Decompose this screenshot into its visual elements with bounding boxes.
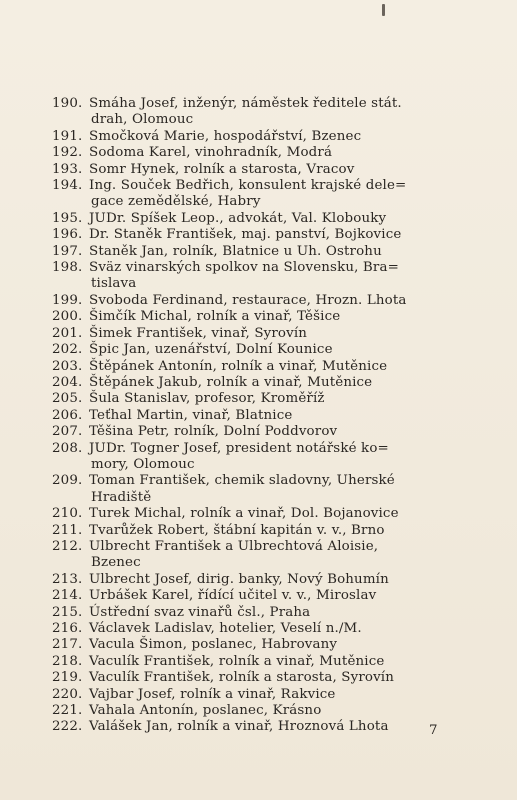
list-item xyxy=(52,162,447,178)
list-item xyxy=(52,654,447,670)
entry-number: 205. xyxy=(52,391,83,407)
list-item xyxy=(52,145,447,161)
entry-text xyxy=(89,424,447,440)
entry-text xyxy=(89,621,447,637)
entry-line: JUDr. Togner Josef, president notářské ko= xyxy=(89,440,389,456)
list-item xyxy=(52,309,447,325)
entry-text xyxy=(89,359,447,375)
list-item xyxy=(52,523,447,539)
entry-number: 209. xyxy=(52,473,83,489)
entry-line: Staněk Jan, rolník, Blatnice u Uh. Ostrohu xyxy=(89,243,382,259)
list-item xyxy=(52,703,447,719)
entry-number: 213. xyxy=(52,571,83,587)
list-item xyxy=(52,621,447,637)
entry-line: Smočková Marie, hospodářství, Bzenec xyxy=(89,128,362,144)
entry-line: Václavek Ladislav, hotelier, Veselí n./M. xyxy=(89,621,362,636)
entry-number: 194. xyxy=(52,178,83,194)
entry-line: Teťhal Martin, vinař, Blatnice xyxy=(89,407,293,423)
list-item xyxy=(52,359,447,375)
entry-line: Dr. Staněk František, maj. panství, Bojkovice xyxy=(89,227,402,243)
print-mark xyxy=(382,4,385,16)
list-item xyxy=(52,506,447,522)
entry-line: Štěpánek Jakub, rolník a vinař, Mutěnice xyxy=(89,374,373,390)
entry-line: Vajbar Josef, rolník a vinař, Rakvice xyxy=(89,686,336,702)
entry-text xyxy=(89,588,447,604)
entry-text xyxy=(89,391,447,407)
list-item xyxy=(52,424,447,440)
entry-line: Šimek František, vinař, Syrovín xyxy=(89,325,308,341)
entry-number: 196. xyxy=(52,227,83,243)
entry-line: Smáha Josef, inženýr, náměstek ředitele stát. xyxy=(89,96,402,111)
entry-line: Urbášek Karel, řídící učitel v. v., Miroslav xyxy=(89,588,377,604)
list-item xyxy=(52,605,447,621)
entry-number: 208. xyxy=(52,440,83,456)
entry-line: Toman František, chemik sladovny, Uherské xyxy=(89,473,395,489)
entry-number: 195. xyxy=(52,210,83,226)
entry-text xyxy=(89,178,447,211)
entry-text xyxy=(89,129,447,145)
entry-text xyxy=(89,375,447,391)
list-item xyxy=(52,670,447,686)
entry-line: Ústřední svaz vinařů čsl., Praha xyxy=(89,604,311,620)
entry-line: Somr Hynek, rolník a starosta, Vracov xyxy=(89,161,355,177)
list-item xyxy=(52,391,447,407)
entry-text xyxy=(89,145,447,161)
entry-number: 203. xyxy=(52,358,83,374)
entry-number: 220. xyxy=(52,686,83,702)
entry-continuation-line: gace zemědělské, Habry xyxy=(91,194,261,210)
list-item xyxy=(52,441,447,474)
entry-continuation-line: mory, Olomouc xyxy=(91,456,195,472)
page-number: 7 xyxy=(429,723,438,738)
list-item xyxy=(52,408,447,424)
list-item xyxy=(52,588,447,604)
member-list xyxy=(52,96,447,736)
entry-number: 219. xyxy=(52,670,83,686)
entry-text xyxy=(89,260,447,293)
entry-text xyxy=(89,162,447,178)
entry-line: Vaculík František, rolník a starosta, Syrovín xyxy=(89,670,395,686)
entry-text xyxy=(89,687,447,703)
entry-number: 214. xyxy=(52,588,83,604)
entry-number: 207. xyxy=(52,424,83,440)
entry-text xyxy=(89,342,447,358)
entry-line: Štěpánek Antonín, rolník a vinař, Mutěnice xyxy=(89,358,388,374)
entry-line: Vahala Antonín, poslanec, Krásno xyxy=(89,703,322,719)
entry-text xyxy=(89,637,447,653)
entry-line: Ulbrecht František a Ulbrechtová Aloisie, xyxy=(89,538,379,554)
entry-number: 215. xyxy=(52,604,83,620)
entry-line: Šimčík Michal, rolník a vinař, Těšice xyxy=(89,309,341,325)
entry-line: Turek Michal, rolník a vinař, Dol. Bojanovice xyxy=(89,506,399,522)
list-item xyxy=(52,326,447,342)
entry-number: 218. xyxy=(52,653,83,669)
entry-number: 221. xyxy=(52,703,83,719)
entry-continuation-line: drah, Olomouc xyxy=(91,112,194,128)
list-item xyxy=(52,719,447,735)
entry-line: Sväz vinarských spolkov na Slovensku, Bra= xyxy=(89,260,399,276)
entry-text xyxy=(89,703,447,719)
entry-number: 190. xyxy=(52,96,83,111)
entry-number: 204. xyxy=(52,374,83,390)
list-item xyxy=(52,129,447,145)
entry-number: 212. xyxy=(52,538,83,554)
entry-text xyxy=(89,326,447,342)
entry-line: Špic Jan, uzenářství, Dolní Kounice xyxy=(89,342,333,358)
entry-line: Sodoma Karel, vinohradník, Modrá xyxy=(89,145,333,161)
entry-text xyxy=(89,211,447,227)
entry-continuation-line: Bzenec xyxy=(91,555,141,571)
entry-line: Těšina Petr, rolník, Dolní Poddvorov xyxy=(89,424,338,440)
entry-number: 191. xyxy=(52,128,83,144)
entry-text xyxy=(89,96,447,129)
entry-number: 202. xyxy=(52,342,83,358)
entry-line: Vaculík František, rolník a vinař, Mutěnice xyxy=(89,653,385,669)
entry-number: 193. xyxy=(52,161,83,177)
entry-text xyxy=(89,293,447,309)
entry-line: Ing. Souček Bedřich, konsulent krajské dele= xyxy=(89,178,407,194)
entry-number: 197. xyxy=(52,243,83,259)
entry-text xyxy=(89,473,447,506)
entry-line: Šula Stanislav, profesor, Kroměříž xyxy=(89,391,325,407)
list-item xyxy=(52,96,447,129)
entry-text xyxy=(89,441,447,474)
entry-line: Ulbrecht Josef, dirig. banky, Nový Bohumín xyxy=(89,571,389,587)
list-item xyxy=(52,473,447,506)
entry-line: Svoboda Ferdinand, restaurace, Hrozn. Lhota xyxy=(89,292,407,308)
entry-text xyxy=(89,719,447,735)
entry-text xyxy=(89,605,447,621)
entry-line: Vacula Šimon, poslanec, Habrovany xyxy=(89,637,338,653)
list-item xyxy=(52,178,447,211)
list-item xyxy=(52,539,447,572)
entry-text xyxy=(89,670,447,686)
entry-number: 206. xyxy=(52,407,83,423)
entry-text xyxy=(89,309,447,325)
list-item xyxy=(52,342,447,358)
entry-text xyxy=(89,244,447,260)
entry-text xyxy=(89,506,447,522)
list-item xyxy=(52,687,447,703)
entry-text xyxy=(89,408,447,424)
entry-number: 222. xyxy=(52,719,83,735)
entry-line: Valášek Jan, rolník a vinař, Hroznová Lhota xyxy=(89,719,389,735)
entry-text xyxy=(89,523,447,539)
entry-number: 192. xyxy=(52,145,83,161)
entry-text xyxy=(89,227,447,243)
list-item xyxy=(52,637,447,653)
entry-number: 201. xyxy=(52,325,83,341)
entry-continuation-line: tislava xyxy=(91,276,137,292)
list-item xyxy=(52,375,447,391)
list-item xyxy=(52,244,447,260)
entry-text xyxy=(89,654,447,670)
entry-number: 199. xyxy=(52,292,83,308)
entry-number: 198. xyxy=(52,260,83,276)
entry-number: 211. xyxy=(52,522,83,538)
entry-number: 216. xyxy=(52,621,83,636)
entry-line: JUDr. Spíšek Leop., advokát, Val. Klobouky xyxy=(89,210,387,226)
list-item xyxy=(52,227,447,243)
list-item xyxy=(52,293,447,309)
entry-continuation-line: Hradiště xyxy=(91,489,152,505)
entry-number: 210. xyxy=(52,506,83,522)
entry-text xyxy=(89,572,447,588)
list-item xyxy=(52,260,447,293)
entry-number: 217. xyxy=(52,637,83,653)
list-item xyxy=(52,211,447,227)
entry-line: Tvarůžek Robert, štábní kapitán v. v., Brno xyxy=(89,522,385,538)
entry-text xyxy=(89,539,447,572)
entry-number: 200. xyxy=(52,309,83,325)
list-item xyxy=(52,572,447,588)
